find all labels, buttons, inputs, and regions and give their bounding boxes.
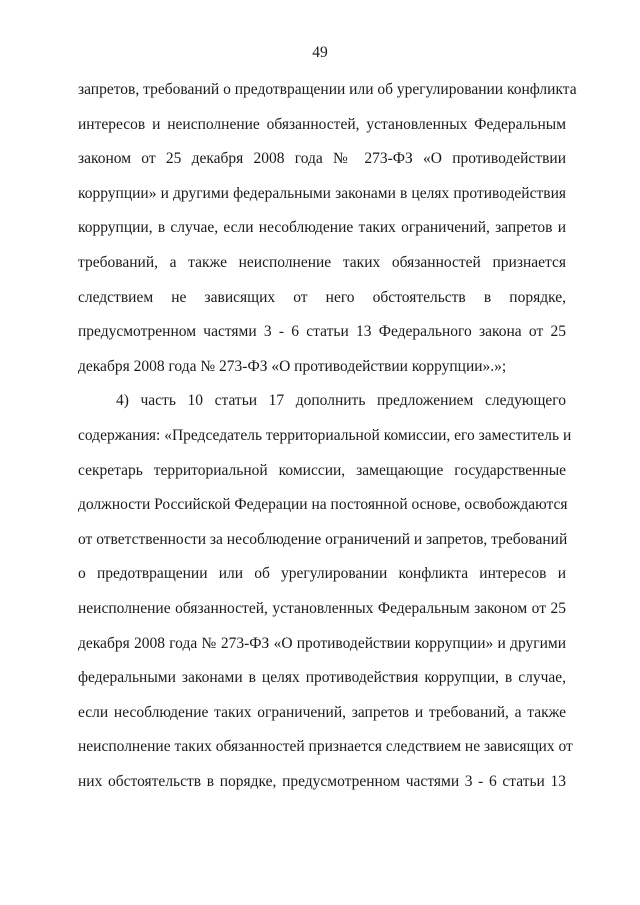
text-line: следствием не зависящих от него обстоятельств в порядке, xyxy=(78,288,566,306)
text-line: интересов и неисполнение обязанностей, установленных Федеральным xyxy=(78,115,566,133)
text-line: них обстоятельств в порядке, предусмотренном частями 3 - 6 статьи 13 xyxy=(78,772,566,790)
text-line: от ответственности за несоблюдение ограничений и запретов, требований xyxy=(78,530,568,548)
text-line: запретов, требований о предотвращении или об урегулировании конфликта xyxy=(78,81,577,98)
text-line: если несоблюдение таких ограничений, запретов и требований, а также xyxy=(78,703,566,721)
text-line: содержания: «Председатель территориальной комиссии, его заместитель и xyxy=(78,426,572,444)
paragraph-end-line: декабря 2008 года № 273-ФЗ «О противодействии коррупции».»; xyxy=(78,357,507,375)
document-body xyxy=(78,79,577,805)
text-line: должности Российской Федерации на постоянной основе, освобождаются xyxy=(78,496,568,514)
text-line: законом от 25 декабря 2008 года № 273-ФЗ «О противодействии xyxy=(78,150,566,168)
text-line: предусмотренном частями 3 - 6 статьи 13 Федерального закона от 25 xyxy=(78,323,566,341)
text-line: федеральными законами в целях противодействия коррупции, в случае, xyxy=(78,669,566,687)
text-line: декабря 2008 года № 273-ФЗ «О противодействии коррупции» и другими xyxy=(78,634,566,652)
paragraph-start-line: 4) часть 10 статьи 17 дополнить предложением следующего xyxy=(116,392,566,410)
text-line: требований, а также неисполнение таких обязанностей признается xyxy=(78,253,566,271)
text-line: секретарь территориальной комиссии, замещающие государственные xyxy=(78,461,566,479)
page-number: 49 xyxy=(312,44,328,61)
text-line: коррупции, в случае, если несоблюдение таких ограничений, запретов и xyxy=(78,219,566,237)
text-line: неисполнение таких обязанностей признается следствием не зависящих от xyxy=(78,738,573,756)
text-line: о предотвращении или об урегулировании конфликта интересов и xyxy=(78,565,566,583)
text-line: коррупции» и другими федеральными законами в целях противодействия xyxy=(78,184,566,202)
text-line: неисполнение обязанностей, установленных Федеральным законом от 25 xyxy=(78,599,566,617)
